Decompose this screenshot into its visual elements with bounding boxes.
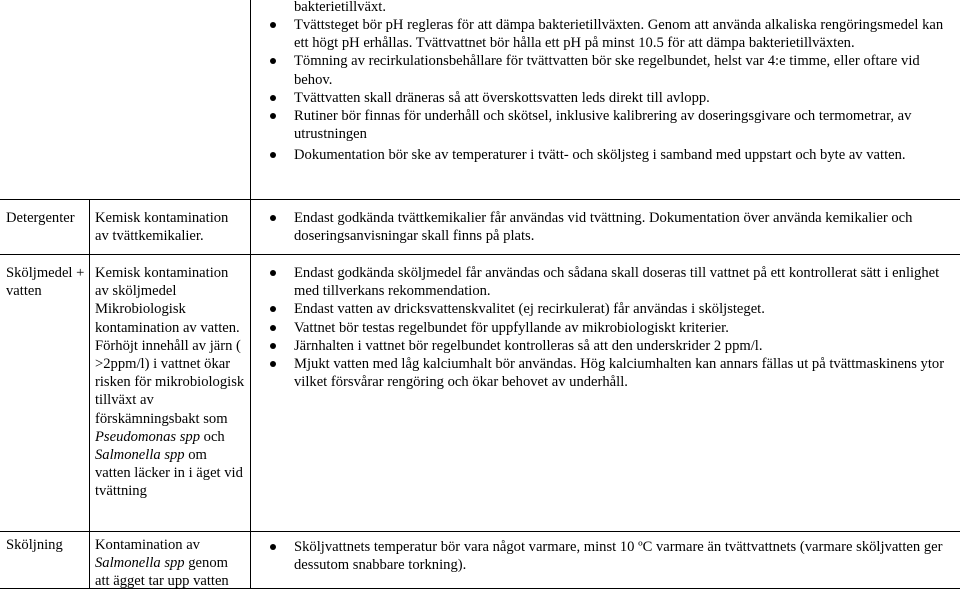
hazard-detergenter: Kemisk kontamination av tvättkemikalier.	[95, 210, 229, 245]
hazard-micro-join: och	[200, 428, 225, 445]
top-bullet-list	[266, 16, 956, 165]
pseudomonas-term: Pseudomonas spp	[95, 428, 200, 445]
list-item: Endast godkända sköljmedel får användas och sådana skall doseras till vattnet på ett kontrollerat sätt i enlighet med tillverkans rekommendation.	[266, 264, 956, 300]
hazard-micro-end: om vatten läcker in i äget vid tvättning	[95, 447, 243, 500]
list-item: Järnhalten i vattnet bör regelbundet kontrolleras så att den underskrider 2 ppm/l.	[266, 337, 956, 355]
hazard-micro-text	[95, 300, 245, 500]
col-divider-2	[250, 0, 251, 589]
hazard-skoljning	[95, 536, 245, 591]
row-divider-1	[0, 199, 960, 200]
list-item: Vattnet bör testas regelbundet för uppfyllande av mikrobiologiskt kriterier.	[266, 319, 956, 337]
salmonella-term: Salmonella spp	[95, 447, 185, 464]
hazard-skoljmedel	[95, 264, 245, 501]
step-skoljmedel: Sköljmedel + vatten	[6, 265, 85, 300]
list-item: Endast godkända tvättkemikalier får användas vid tvättning. Dokumentation över använda kemikalier och doseringsanvisningar skall finns på plats.	[266, 209, 956, 245]
list-item: Dokumentation bör ske av temperaturer i tvätt- och sköljsteg i samband med uppstart och byte av vatten.	[266, 146, 956, 164]
hazard-micro-main: Mikrobiologisk kontamination av vatten. Förhöjt innehåll av järn ( >2ppm/l) i vattnet ökar risken för mikrobiologisk tillväxt av förskämningsbakt som	[95, 301, 245, 427]
list-item: Tvättsteget bör pH regleras för att dämpa bakterietillväxten. Genom att använda alkaliska rengöringsmedel kan ett högt pH erhållas. Tvättvattnet bör hålla ett pH på minst 10.5 för att dämpa bakterietillväxten.	[266, 16, 956, 52]
skoljmedel-bullet-list	[266, 264, 956, 391]
list-item: Mjukt vatten med låg kalciumhalt bör användas. Hög kalciumhalten kan annars fällas ut på tvättmaskinens ytor vilket försvårar rengöring och ökar behovet av underhåll.	[266, 355, 956, 391]
list-item: Tömning av recirkulationsbehållare för tvättvatten bör ske regelbundet, helst var 4:e timme, eller oftare vid behov.	[266, 52, 956, 88]
list-item: Sköljvattnets temperatur bör vara något varmare, minst 10 ºC varmare än tvättvattnets (varmare sköljvatten ger dessutom snabbare torkning).	[266, 538, 956, 574]
step-detergenter: Detergenter	[6, 210, 75, 226]
hazard-chemical-text: Kemisk kontamination av sköljmedel	[95, 265, 229, 300]
list-item: Tvättvatten skall dräneras så att överskottsvatten leds direkt till avlopp.	[266, 89, 956, 107]
detergenter-bullet-list	[266, 209, 956, 245]
row-divider-3	[0, 531, 960, 532]
hazard-skoljning-end: genom att ägget tar upp vatten	[95, 555, 229, 590]
salmonella-term: Salmonella spp	[95, 555, 185, 572]
top-carry-text: bakterietillväxt.	[294, 0, 386, 15]
step-skoljning: Sköljning	[6, 537, 63, 553]
skoljning-bullet-list	[266, 538, 956, 574]
hazard-skoljning-start: Kontamination av	[95, 537, 200, 553]
col-divider-1	[89, 199, 90, 589]
list-item: Endast vatten av dricksvattenskvalitet (ej recirkulerat) får användas i sköljsteget.	[266, 300, 956, 318]
list-item: Rutiner bör finnas för underhåll och skötsel, inklusive kalibrering av doseringsgivare och termometrar, av utrustningen	[266, 107, 956, 143]
row-divider-2	[0, 254, 960, 255]
